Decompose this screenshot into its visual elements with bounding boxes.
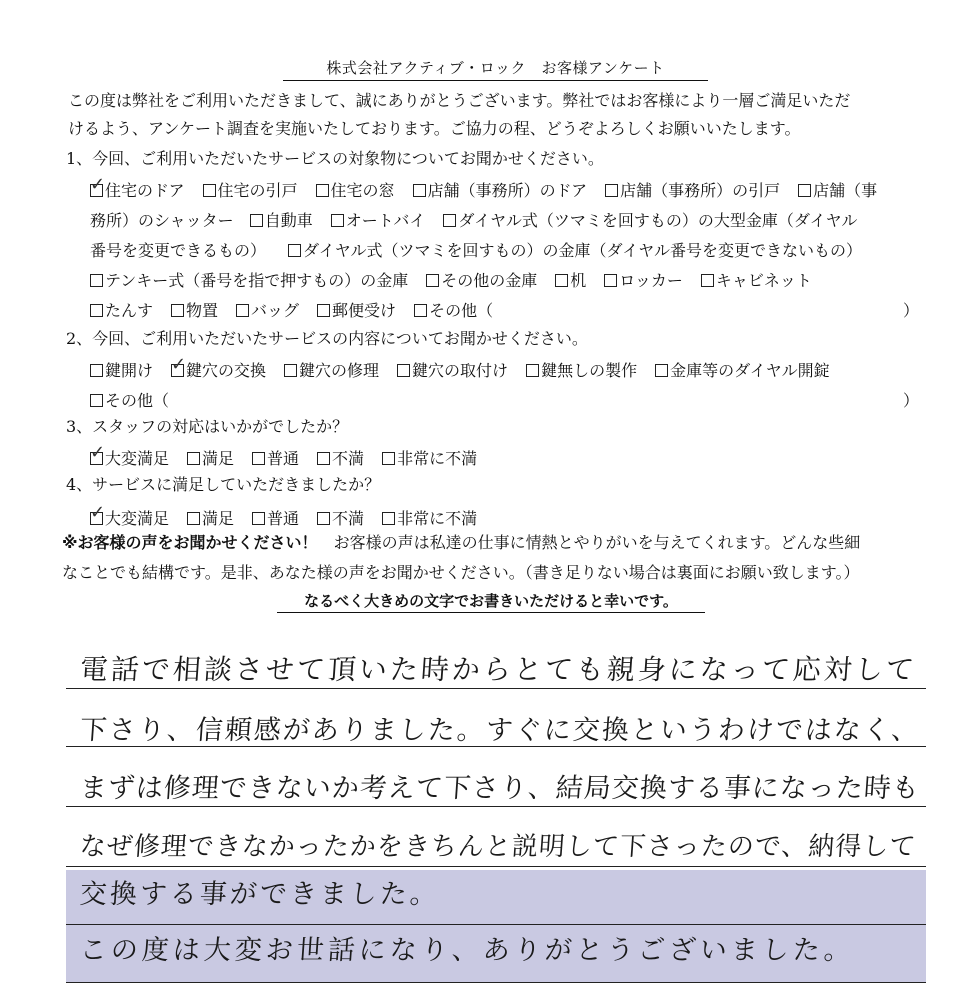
q2-option-safe-dial[interactable]: 金庫等のダイヤル開錠 [655,358,830,381]
writing-rule-5 [66,924,926,925]
checkbox[interactable] [171,304,184,317]
q4-option-dissatisfied[interactable]: 不満 [317,506,364,529]
checkbox[interactable] [331,214,344,227]
q1-question: 1、今回、ご利用いただいたサービスの対象物についてお聞かせください。 [66,149,604,168]
q1-option-house-window[interactable]: 住宅の窓 [316,178,395,201]
q2-option-key-making[interactable]: 鍵無しの製作 [526,358,637,381]
q1-option-shop-sliding-door[interactable]: 店舗（事務所）の引戸 [605,178,780,201]
q4-option-very-dissatisfied[interactable]: 非常に不満 [382,506,477,529]
checkbox[interactable] [317,452,330,465]
q1-option-locker[interactable]: ロッカー [604,268,683,291]
checkbox[interactable] [655,364,668,377]
q2-option-cylinder-repair[interactable]: 鍵穴の修理 [284,358,379,381]
q1-option-safe[interactable]: ダイヤル式（ツマミを回すもの）の金庫（ダイヤル番号を変更できないもの） [288,238,862,261]
handwritten-line-2: 下さり、信頼感がありました。すぐに交換というわけではなく、 [78,715,922,746]
check-mark-icon: ✓ [171,354,187,375]
q4-row [90,502,478,529]
checkbox[interactable] [203,184,216,197]
q1-row-2: 務所）のシャッター 自動車 オートバイ ダイヤル式（ツマミを回すもの）の大型金庫（ダイヤル [90,208,857,231]
handwritten-line-1: 電話で相談させて頂いた時からとても親身になって応対して [78,653,919,686]
q1-option-house-sliding-door[interactable]: 住宅の引戸 [203,178,298,201]
q1-option-shed[interactable]: 物置 [171,298,218,321]
checkbox[interactable] [187,512,200,525]
voice-lead: ※お客様の声をお聞かせください！ [62,533,318,552]
q2-question: 2、今回、ご利用いただいたサービスの内容についてお聞かせください。 [66,329,588,348]
checkbox[interactable] [236,304,249,317]
q1-option-cabinet[interactable]: キャビネット [701,268,812,291]
q1-option-bag[interactable]: バッグ [236,298,299,321]
q2-row-2 [90,388,169,411]
q1-option-other-safe[interactable]: その他の金庫 [426,268,537,291]
q1-option-mailbox[interactable]: 郵便受け [317,298,396,321]
q1-option-shop-shutter[interactable]: 店舗（事 [798,178,877,201]
checkbox-checked[interactable] [90,442,106,465]
q1-option-house-door[interactable]: ✓ 住宅のドア [90,174,185,200]
q1-option-motorcycle[interactable]: オートバイ [331,208,426,231]
writing-rule-3 [66,806,926,807]
q4-option-normal[interactable]: 普通 [252,506,299,529]
checkbox[interactable] [187,452,200,465]
handwritten-line-5: 交換する事ができました。 [78,879,441,910]
q2-row-1 [90,354,830,381]
q3-question: 3、スタッフの対応はいかがでしたか？ [66,417,349,436]
q3-option-very-satisfied[interactable]: ✓ 大変満足 [90,442,170,468]
writing-rule-6 [66,982,926,983]
writing-rule-1 [66,688,926,689]
checkbox[interactable] [443,214,456,227]
q1-option-desk[interactable]: 机 [555,268,586,291]
checkbox[interactable] [605,184,618,197]
checkbox[interactable] [701,274,714,287]
voice-line-1: ※お客様の声をお聞かせください！ お客様の声は私達の仕事に情熱とやりがいを与えてくれます。どんな些細 [62,533,861,552]
writing-rule-4 [66,866,926,867]
q3-option-satisfied[interactable]: 満足 [187,446,234,469]
intro-line-1: この度は弊社をご利用いただきまして、誠にありがとうございます。弊社ではお客様により一層ご満足いただ [68,91,851,110]
checkbox[interactable] [382,512,395,525]
checkbox[interactable] [604,274,617,287]
voice-line-2: なことでも結構です。是非、あなた様の声をお聞かせください。（書き足りない場合は裏面にお願い致します。） [62,563,860,582]
checkbox[interactable] [288,244,301,257]
check-mark-icon: ✓ [90,502,106,523]
q3-option-dissatisfied[interactable]: 不満 [317,446,364,469]
q1-option-tenkey-safe[interactable]: テンキー式（番号を指で押すもの）の金庫 [90,268,408,291]
intro-line-2: けるよう、アンケート調査を実施いたしております。ご協力の程、どうぞよろしくお願いいたします。 [68,119,801,138]
checkbox[interactable] [252,452,265,465]
check-mark-icon: ✓ [90,442,106,463]
checkbox[interactable] [413,184,426,197]
checkbox[interactable] [526,364,539,377]
checkbox-checked[interactable] [171,354,187,377]
q1-option-shop-door[interactable]: 店舗（事務所）のドア [413,178,588,201]
checkbox[interactable] [284,364,297,377]
checkbox[interactable] [90,274,103,287]
checkbox[interactable] [382,452,395,465]
checkbox[interactable] [798,184,811,197]
checkbox[interactable] [90,364,103,377]
q1-option-large-safe[interactable]: ダイヤル式（ツマミを回すもの）の大型金庫（ダイヤル [443,208,857,231]
checkbox[interactable] [555,274,568,287]
checkbox-checked[interactable] [90,174,106,197]
checkbox[interactable] [250,214,263,227]
q1-option-chest[interactable]: たんす [90,298,153,321]
checkbox[interactable] [90,394,103,407]
q2-option-cylinder-replace[interactable]: ✓ 鍵穴の交換 [171,354,267,380]
voice-note: なるべく大きめの文字でお書きいただけると幸いです。 [277,590,705,613]
checkbox[interactable] [316,184,329,197]
handwritten-line-4: なぜ修理できなかったかをきちんと説明して下さったので、納得して [78,832,918,862]
q4-option-very-satisfied[interactable]: ✓ 大変満足 [90,502,170,528]
checkbox[interactable] [414,304,427,317]
checkbox[interactable] [397,364,410,377]
q1-row-4 [90,268,812,291]
q4-option-satisfied[interactable]: 満足 [187,506,234,529]
q1-other-close-paren: ） [903,301,920,320]
handwritten-line-3: まずは修理できないか考えて下さり、結局交換する事になった時も [78,773,921,804]
checkbox[interactable] [317,512,330,525]
q1-row-5 [90,298,493,321]
handwritten-line-6: この度は大変お世話になり、ありがとうございました。 [78,935,856,966]
checkbox[interactable] [426,274,439,287]
q2-option-unlock[interactable]: 鍵開け [90,358,153,381]
survey-title: 株式会社アクティブ・ロック お客様アンケート [283,57,708,81]
q1-option-other[interactable]: その他（ [414,298,493,321]
checkbox[interactable] [252,512,265,525]
checkbox[interactable] [90,304,103,317]
q3-option-normal[interactable]: 普通 [252,446,299,469]
check-mark-icon: ✓ [90,174,106,195]
q2-other-close-paren: ） [903,391,920,410]
q2-option-cylinder-install[interactable]: 鍵穴の取付け [397,358,508,381]
checkbox-checked[interactable] [90,502,106,525]
q3-row [90,442,478,469]
q1-option-car[interactable]: 自動車 [250,208,313,231]
q2-option-other[interactable]: その他（ [90,388,169,411]
q1-row-3: 番号を変更できるもの） ダイヤル式（ツマミを回すもの）の金庫（ダイヤル番号を変更できないもの） [90,238,862,261]
q4-question: 4、サービスに満足していただきましたか？ [66,475,381,494]
checkbox[interactable] [317,304,330,317]
q3-option-very-dissatisfied[interactable]: 非常に不満 [382,446,477,469]
q1-row-1 [90,174,878,201]
